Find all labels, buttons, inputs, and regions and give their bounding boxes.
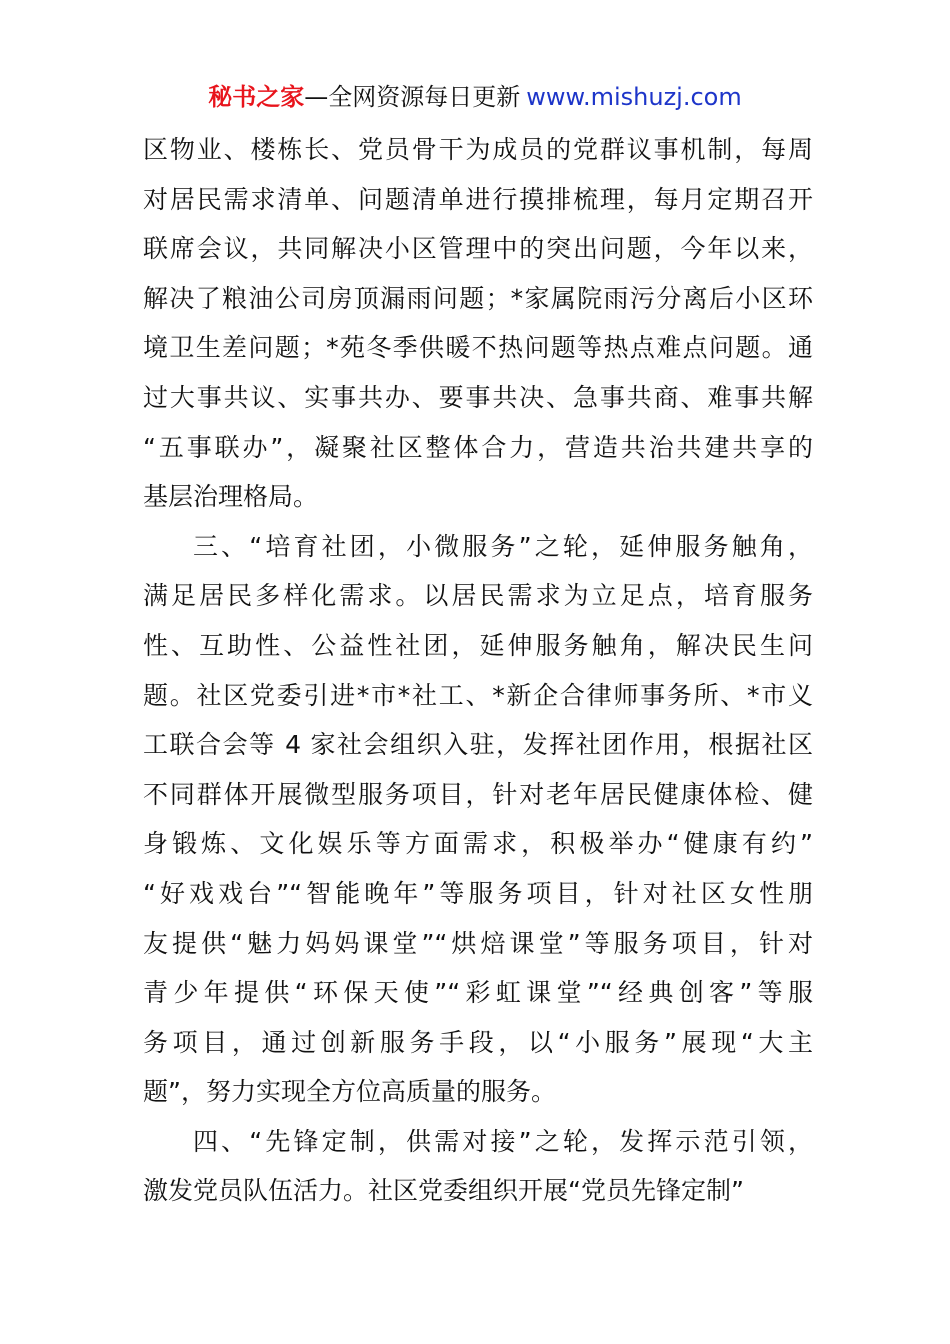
- section-heading-line: 四、“先锋定制，供需对接”之轮，发挥示范引领，: [193, 1126, 813, 1156]
- text-line: 解决了粮油公司房顶漏雨问题；*家属院雨污分离后小区环: [143, 283, 813, 313]
- text-line: 联席会议，共同解决小区管理中的突出问题，今年以来，: [143, 234, 813, 264]
- site-header: [0, 80, 950, 114]
- text-line: “五事联办”，凝聚社区整体合力，营造共治共建共享的: [143, 432, 813, 462]
- section-heading-line: 三、“培育社团，小微服务”之轮，延伸服务触角，: [193, 531, 813, 561]
- text-line: 务项目，通过创新服务手段，以“小服务”展现“大主: [143, 1027, 813, 1057]
- text-line: 友提供“魅力妈妈课堂”“烘焙课堂”等服务项目，针对: [143, 928, 813, 958]
- document-body: [143, 125, 813, 1216]
- header-tagline: —全网资源每日更新: [304, 83, 521, 111]
- text-line: 对居民需求清单、问题清单进行摸排梳理，每月定期召开: [143, 184, 813, 214]
- text-line: 过大事共议、实事共办、要事共决、急事共商、难事共解: [143, 382, 813, 412]
- text-line: 不同群体开展微型服务项目，针对老年居民健康体检、健: [143, 779, 813, 809]
- text-line: 境卫生差问题；*苑冬季供暖不热问题等热点难点问题。通: [143, 333, 813, 363]
- text-line: 性、互助性、公益性社团，延伸服务触角，解决民生问: [143, 630, 813, 660]
- text-line: 工联合会等 4 家社会组织入驻，发挥社团作用，根据社区: [143, 730, 813, 760]
- text-line: 基层治理格局。: [143, 482, 319, 512]
- text-line: 青少年提供“环保天使”“彩虹课堂”“经典创客”等服: [143, 978, 813, 1008]
- text-line: 激发党员队伍活力。社区党委组织开展“党员先锋定制”: [143, 1176, 744, 1206]
- brand-name: 秘书之家: [208, 83, 305, 111]
- text-line: 身锻炼、文化娱乐等方面需求，积极举办“健康有约”: [143, 829, 813, 859]
- text-line: 题。社区党委引进*市*社工、*新企合律师事务所、*市义: [143, 680, 813, 710]
- text-line: 区物业、楼栋长、党员骨干为成员的党群议事机制，每周: [143, 135, 813, 164]
- text-line: 满足居民多样化需求。以居民需求为立足点，培育服务: [143, 581, 813, 611]
- text-line: “好戏戏台”“智能晚年”等服务项目，针对社区女性朋: [143, 878, 813, 908]
- site-url-link[interactable]: www.mishuzj.com: [526, 83, 742, 111]
- text-line: 题”，努力实现全方位高质量的服务。: [143, 1077, 556, 1107]
